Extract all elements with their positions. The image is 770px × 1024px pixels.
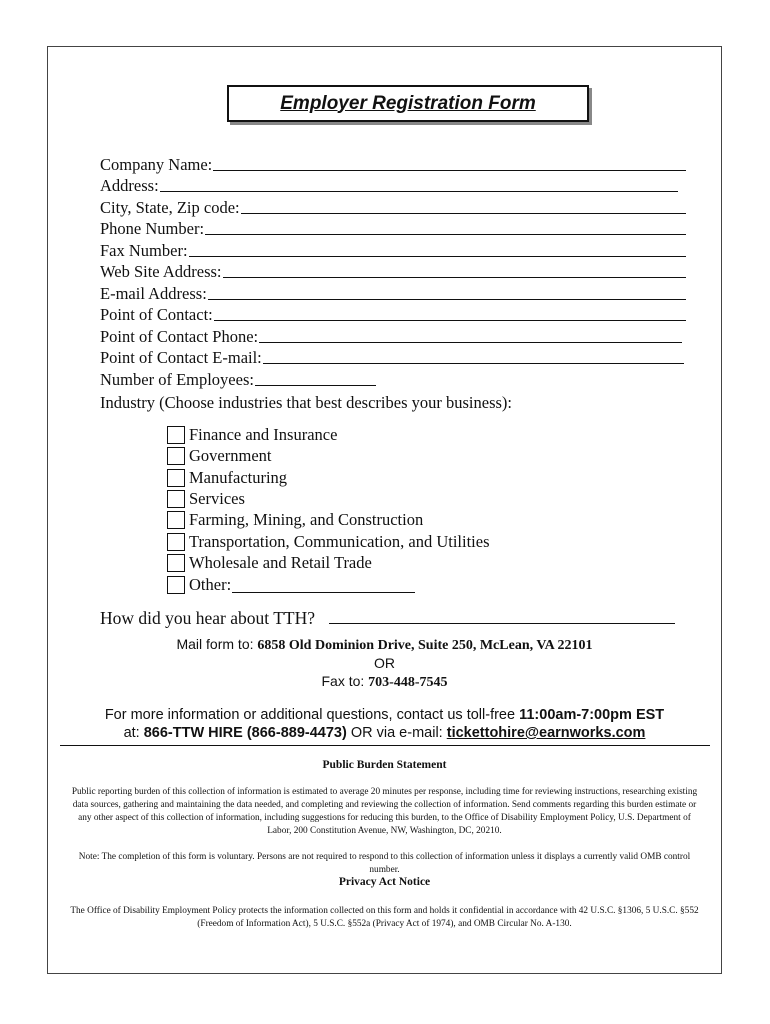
address-field[interactable] xyxy=(100,175,678,196)
contact-hours: 11:00am-7:00pm EST xyxy=(519,707,665,723)
privacy-heading: Privacy Act Notice xyxy=(338,876,431,888)
checkbox[interactable] xyxy=(167,490,185,508)
contact-email-link[interactable]: tickettohire@earnworks.com xyxy=(446,725,646,741)
industry-option-other[interactable] xyxy=(167,575,415,595)
contact-email-field[interactable] xyxy=(100,347,684,368)
hear-about-input-line[interactable] xyxy=(329,608,675,624)
mail-instructions xyxy=(47,636,722,654)
option-label: Manufacturing xyxy=(189,468,288,487)
note-text: Note: The completion of this form is voluntary. Persons are not required to respond to this collection of information unless it displays a currently valid OMB control number. xyxy=(78,852,691,875)
web-site-address-field[interactable] xyxy=(100,261,686,282)
option-label: Finance and Insurance xyxy=(189,425,338,444)
web-site-input-line[interactable] xyxy=(223,262,687,278)
fax-number-input-line[interactable] xyxy=(189,241,686,257)
privacy-text: The Office of Disability Employment Policy protects the information collected on this form and holds it confidential in accordance with 42 U.S.C. §1306, 5 U.S.C. §552 (Freedom of Information Act), 5 U.S.C. §552a (Privacy Act of 1974), and OMB Circular No. A-130. xyxy=(70,906,699,929)
contact-phone-input-line[interactable] xyxy=(259,327,682,343)
industry-option[interactable] xyxy=(167,510,423,530)
checkbox[interactable] xyxy=(167,447,185,465)
point-of-contact-input-line[interactable] xyxy=(214,305,686,321)
contact-at: at: xyxy=(123,725,144,741)
form-title: Employer Registration Form xyxy=(227,85,589,122)
option-label: Other: xyxy=(189,575,232,594)
company-name-field[interactable] xyxy=(100,154,686,175)
contact-via: OR via e-mail: xyxy=(346,725,447,741)
industry-option[interactable] xyxy=(167,489,245,509)
checkbox[interactable] xyxy=(167,533,185,551)
phone-number-field[interactable] xyxy=(100,218,686,239)
phone-number-input-line[interactable] xyxy=(205,219,686,235)
option-label: Services xyxy=(189,489,245,508)
divider xyxy=(60,745,710,746)
checkbox[interactable] xyxy=(167,554,185,572)
employees-input-line[interactable] xyxy=(255,370,376,386)
hear-about-label: How did you hear about TTH? xyxy=(100,608,315,628)
industry-prompt: Industry (Choose industries that best describes your business): xyxy=(100,393,512,412)
field-label: Point of Contact: xyxy=(100,305,213,324)
fax-number-field[interactable] xyxy=(100,240,686,261)
burden-heading: Public Burden Statement xyxy=(322,759,447,771)
checkbox[interactable] xyxy=(167,576,185,594)
industry-option[interactable] xyxy=(167,425,337,445)
field-label: Point of Contact E-mail: xyxy=(100,348,262,367)
field-label: Address: xyxy=(100,176,159,195)
field-label: E-mail Address: xyxy=(100,284,207,303)
contact-phone-field[interactable] xyxy=(100,326,682,347)
hear-about-field[interactable] xyxy=(100,607,675,629)
option-label: Wholesale and Retail Trade xyxy=(189,553,372,572)
or-text: OR xyxy=(374,655,395,671)
fax-number: 703-448-7545 xyxy=(368,675,448,690)
burden-text: Public reporting burden of this collection of information is estimated to average 20 minutes per response, including time for reviewing instructions, researching existing data sources, gathering and maintaining the data needed, and completing and reviewing the collection of information. Send comments regarding this burden estimate or any other aspect of this collection of information, including suggestions for reducing this burden, to the Office of Disability Employment Policy, U.S. Department of Labor, 200 Constitution Avenue, NW, Washington, DC, 20210. xyxy=(71,787,698,836)
mail-address: 6858 Old Dominion Drive, Suite 250, McLean, VA 22101 xyxy=(257,638,593,653)
contact-info-line-2 xyxy=(47,725,722,741)
industry-option[interactable] xyxy=(167,468,287,488)
option-label: Farming, Mining, and Construction xyxy=(189,510,424,529)
fax-prefix: Fax to: xyxy=(321,673,369,689)
email-address-field[interactable] xyxy=(100,283,686,304)
field-label: Phone Number: xyxy=(100,219,205,238)
contact-phone-numeric: (866-889-4473) xyxy=(242,725,347,741)
industry-option[interactable] xyxy=(167,446,271,466)
mail-prefix: Mail form to: xyxy=(176,636,258,652)
other-input-line[interactable] xyxy=(232,577,415,593)
field-label: Fax Number: xyxy=(100,241,188,260)
field-label: Number of Employees: xyxy=(100,370,254,389)
address-input-line[interactable] xyxy=(160,176,678,192)
checkbox[interactable] xyxy=(167,426,185,444)
field-label: City, State, Zip code: xyxy=(100,198,240,217)
field-label: Point of Contact Phone: xyxy=(100,327,259,346)
contact-prefix: For more information or additional questions, contact us toll-free xyxy=(104,707,520,723)
company-name-input-line[interactable] xyxy=(213,155,686,171)
city-state-zip-field[interactable] xyxy=(100,197,686,218)
option-label: Government xyxy=(189,446,272,465)
field-label: Company Name: xyxy=(100,155,213,174)
industry-option[interactable] xyxy=(167,532,490,552)
field-label: Web Site Address: xyxy=(100,262,222,281)
email-input-line[interactable] xyxy=(208,284,686,300)
checkbox[interactable] xyxy=(167,511,185,529)
option-label: Transportation, Communication, and Utilities xyxy=(189,532,490,551)
point-of-contact-field[interactable] xyxy=(100,304,686,325)
contact-email-input-line[interactable] xyxy=(263,348,684,364)
city-state-zip-input-line[interactable] xyxy=(241,198,686,214)
checkbox[interactable] xyxy=(167,469,185,487)
contact-info-line-1 xyxy=(47,707,722,723)
industry-option[interactable] xyxy=(167,553,372,573)
contact-phone: 866-TTW HIRE xyxy=(143,725,243,741)
number-of-employees-field[interactable] xyxy=(100,369,376,390)
fax-instructions xyxy=(47,673,722,691)
